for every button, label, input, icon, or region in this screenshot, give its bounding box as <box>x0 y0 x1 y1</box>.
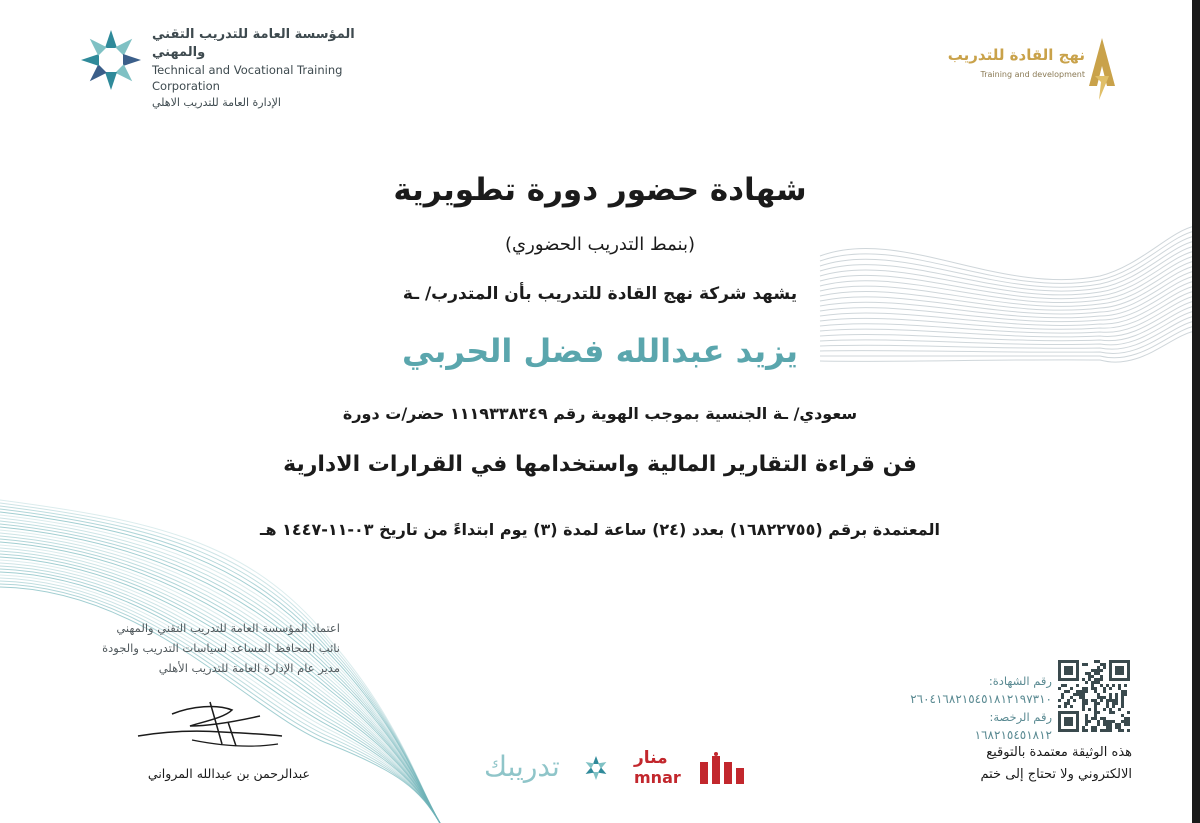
wave-line-lower <box>0 560 440 823</box>
mnar-logo <box>630 750 750 788</box>
approval-line-2: نائب المحافظ المساعد لسياسات التدريب والجودة <box>102 641 340 655</box>
certificate-number-label: رقم الشهادة: <box>988 674 1052 688</box>
electronic-signature-note <box>880 742 1132 786</box>
mnar-logo-text-en: mnar <box>634 768 681 787</box>
wave-line-lower <box>0 551 440 823</box>
mnar-emblem-icon <box>698 752 748 786</box>
course-title: فن قراءة التقارير المالية واستخدامها في القرارات الادارية <box>283 452 917 477</box>
wave-line-lower <box>0 563 440 823</box>
wave-line-lower <box>0 548 440 823</box>
id-line: سعودي/ ـة الجنسية بموجب الهوية رقم ١١١٩٣٣٨٣٤٩ حضر/ت دورة <box>342 404 858 423</box>
qr-code-icon[interactable] <box>1058 660 1130 732</box>
certificate-subtitle: (بنمط التدريب الحضوري) <box>505 234 695 255</box>
tvtc-name-en: Technical and Vocational Training Corporation <box>152 63 343 93</box>
license-number-label: رقم الرخصة: <box>989 710 1052 724</box>
accreditation-line: المعتمدة برقم (١٦٨٢٢٧٥٥) بعدد (٢٤) ساعة لمدة (٣) يوم ابتداءً من تاريخ ٠٣-١١-١٤٤٧ هـ <box>260 520 940 539</box>
tadreeb-logo <box>484 750 610 788</box>
approval-line-1: اعتماد المؤسسة العامة للتدريب التقني والمهني <box>116 621 340 635</box>
trainee-name: يزيد عبدالله فضل الحربي <box>401 332 799 370</box>
wave-line-lower <box>0 566 440 823</box>
tvtc-name-ar: المؤسسة العامة للتدريب التقني والمهني <box>152 27 355 60</box>
mnar-logo-text-ar: منار <box>634 748 668 768</box>
electronic-note-line-1: هذه الوثيقة معتمدة بالتوقيع <box>986 745 1132 760</box>
tvtc-emblem-icon <box>78 26 144 102</box>
provider-emblem-icon <box>1087 36 1117 102</box>
tadreeb-star-icon <box>582 754 610 782</box>
approval-block <box>60 618 340 678</box>
wave-line-lower <box>0 557 440 823</box>
page-edge <box>1192 0 1200 823</box>
approval-line-3: مدير عام الإدارة العامة للتدريب الأهلي <box>158 661 340 675</box>
tadreeb-logo-text: تدريبك <box>484 750 560 783</box>
signatory-name: عبدالرحمن بن عبدالله المرواني <box>147 766 310 781</box>
wave-line-lower <box>0 545 440 823</box>
attestation-text: يشهد شركة نهج القادة للتدريب بأن المتدرب/ ـة <box>402 284 798 304</box>
certificate-number: ٢٦٠٤١٦٨٢١٥٤٥١٨١٢١٩٧٣١٠ <box>910 692 1052 706</box>
provider-logo <box>947 36 1123 106</box>
tvtc-subdept: الإدارة العامة للتدريب الاهلي <box>152 96 281 109</box>
signature <box>132 696 292 756</box>
license-number: ١٦٨٢١٥٤٥١٨١٢ <box>974 728 1052 742</box>
electronic-note-line-2: الالكتروني ولا تحتاج إلى ختم <box>980 767 1132 782</box>
certificate-title: شهادة حضور دورة تطويرية <box>393 172 807 208</box>
tvtc-logo <box>78 26 398 116</box>
provider-name-ar: نهج القادة للتدريب <box>947 46 1085 64</box>
verification-block <box>880 672 1052 744</box>
provider-name-en: Training and development <box>980 70 1085 79</box>
